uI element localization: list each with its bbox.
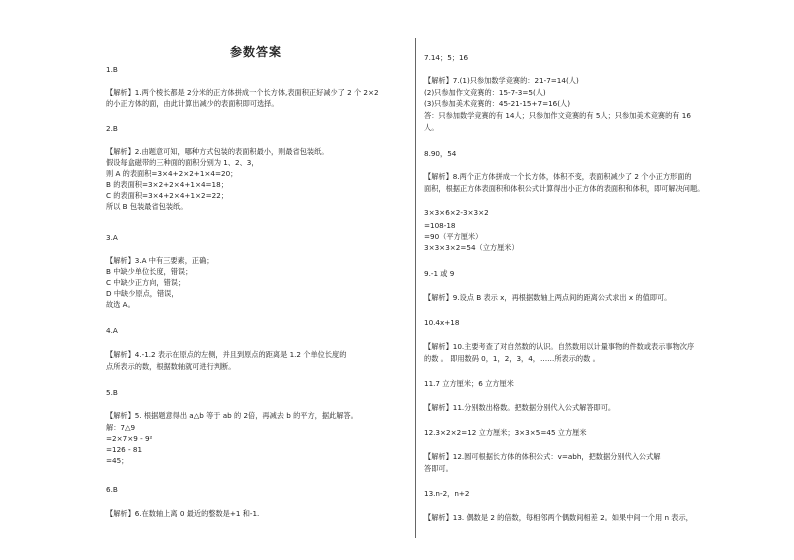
explanation-line: 【解析】9.设点 B 表示 x，再根据数轴上两点间的距离公式求出 x 的值即可。 bbox=[424, 293, 672, 302]
answer-line: 2.B bbox=[106, 124, 118, 133]
explanation-line: 【解析】10.主要考查了对自然数的认识。自然数用以计量事物的件数或表示事物次序 bbox=[424, 342, 695, 351]
answer-line: 5.B bbox=[106, 388, 118, 397]
explanation-line: 【解析】1.两个棱长都是 2分米的正方体拼成一个长方体,表面积正好减少了 2 个 2×2 bbox=[106, 88, 379, 97]
explanation-line: =126 - 81 bbox=[106, 445, 143, 454]
explanation-line: 【解析】7.(1)只参加数学竞赛的：21-7=14(人) bbox=[424, 76, 579, 85]
column-divider bbox=[415, 38, 416, 538]
explanation-line: 【解析】13. 偶数是 2 的倍数，每相邻两个偶数间相差 2。如果中间一个用 n 表示， bbox=[424, 513, 693, 522]
answer-line: 13.n-2，n+2 bbox=[424, 489, 470, 498]
right-column bbox=[424, 0, 724, 560]
explanation-line: 点所表示的数，根据数轴就可进行判断。 bbox=[106, 362, 236, 371]
answer-line: 3.A bbox=[106, 233, 118, 242]
formula-line: =90（平方厘米） bbox=[424, 232, 483, 241]
explanation-line: B 中缺少单位长度，错误； bbox=[106, 267, 193, 276]
answer-line: 10.4x+18 bbox=[424, 318, 460, 327]
explanation-line: 【解析】6.在数轴上离 0 最近的整数是+1 和-1. bbox=[106, 509, 260, 518]
explanation-line: 假设每盒磁带的三种面的面积分别为 1、2、3， bbox=[106, 158, 259, 167]
answer-line: 8.90，54 bbox=[424, 149, 457, 158]
explanation-line: (3)只参加美术竞赛的：45-21-15+7=16(人) bbox=[424, 99, 571, 108]
formula-line: =108-18 bbox=[424, 221, 456, 230]
explanation-line: (2)只参加作文竞赛的：15-7-3=5(人) bbox=[424, 88, 546, 97]
formula-line: 3×3×3×2=54（立方厘米） bbox=[424, 243, 519, 252]
explanation-line: 解：7△9 bbox=[106, 423, 136, 432]
answer-line: 9.-1 或 9 bbox=[424, 269, 455, 278]
answer-line: 4.A bbox=[106, 326, 118, 335]
formula-line: 3×3×6×2-3×3×2 bbox=[424, 208, 489, 217]
explanation-line: C 的表面积=3×4+2×4+1×2=22； bbox=[106, 191, 228, 200]
answer-line: 12.3×2×2=12 立方厘米；3×3×5=45 立方厘米 bbox=[424, 428, 587, 437]
explanation-line: 【解析】2.由题意可知，哪种方式包装的表面积最小，则最省包装纸。 bbox=[106, 147, 329, 156]
answer-line: 6.B bbox=[106, 485, 118, 494]
explanation-line: 答：只参加数学竞赛的有 14人；只参加作文竞赛的有 5人；只参加美术竞赛的有 16 bbox=[424, 111, 691, 120]
explanation-line: 【解析】8.两个正方体拼成一个长方体，体积不变，表面积减少了 2 个小正方形面的 bbox=[424, 172, 692, 181]
explanation-line: D 中缺少原点，错误， bbox=[106, 289, 179, 298]
explanation-line: 的数 。 即用数码 0，1，2，3，4，……所表示的数 。 bbox=[424, 354, 600, 363]
explanation-line: 【解析】4.-1.2 表示在原点的左侧，并且到原点的距离是 1.2 个单位长度的 bbox=[106, 350, 347, 359]
explanation-line: 所以 B 包装最省包装纸。 bbox=[106, 202, 188, 211]
explanation-line: =2×7×9 - 9² bbox=[106, 434, 153, 443]
explanation-line: 【解析】12.圆可根据长方体的体积公式：v=abh，把数据分别代入公式解 bbox=[424, 452, 661, 461]
explanation-line: 的小正方体的面，由此计算出减少的表面积即可选择。 bbox=[106, 99, 279, 108]
explanation-line: 则 A 的表面积=3×4+2×2+1×4=20； bbox=[106, 169, 238, 178]
explanation-line: 故选 A。 bbox=[106, 300, 135, 309]
explanation-line: 【解析】11.分别数出格数。把数据分别代入公式解答即可。 bbox=[424, 403, 616, 412]
explanation-line: 【解析】5. 根据题意得出 a△b 等于 ab 的 2倍，再减去 b 的平方，据此解答。 bbox=[106, 411, 358, 420]
explanation-line: =45； bbox=[106, 456, 129, 465]
left-column bbox=[106, 0, 406, 560]
explanation-line: 答即可。 bbox=[424, 464, 453, 473]
explanation-line: 人。 bbox=[424, 123, 439, 132]
explanation-line: B 的表面积=3×2+2×4+1×4=18； bbox=[106, 180, 228, 189]
explanation-line: 面积，根据正方体表面积和体积公式计算得出小正方体的表面积和体积，即可解决问题。 bbox=[424, 184, 705, 193]
explanation-line: C 中缺少正方向，错误； bbox=[106, 278, 186, 287]
explanation-line: 【解析】3.A 中有三要素，正确； bbox=[106, 256, 214, 265]
page-title: 参数答案 bbox=[230, 45, 283, 59]
answer-line: 1.B bbox=[106, 65, 118, 74]
answer-line: 11.7 立方厘米；6 立方厘米 bbox=[424, 379, 514, 388]
answer-line: 7.14；5；16 bbox=[424, 53, 469, 62]
